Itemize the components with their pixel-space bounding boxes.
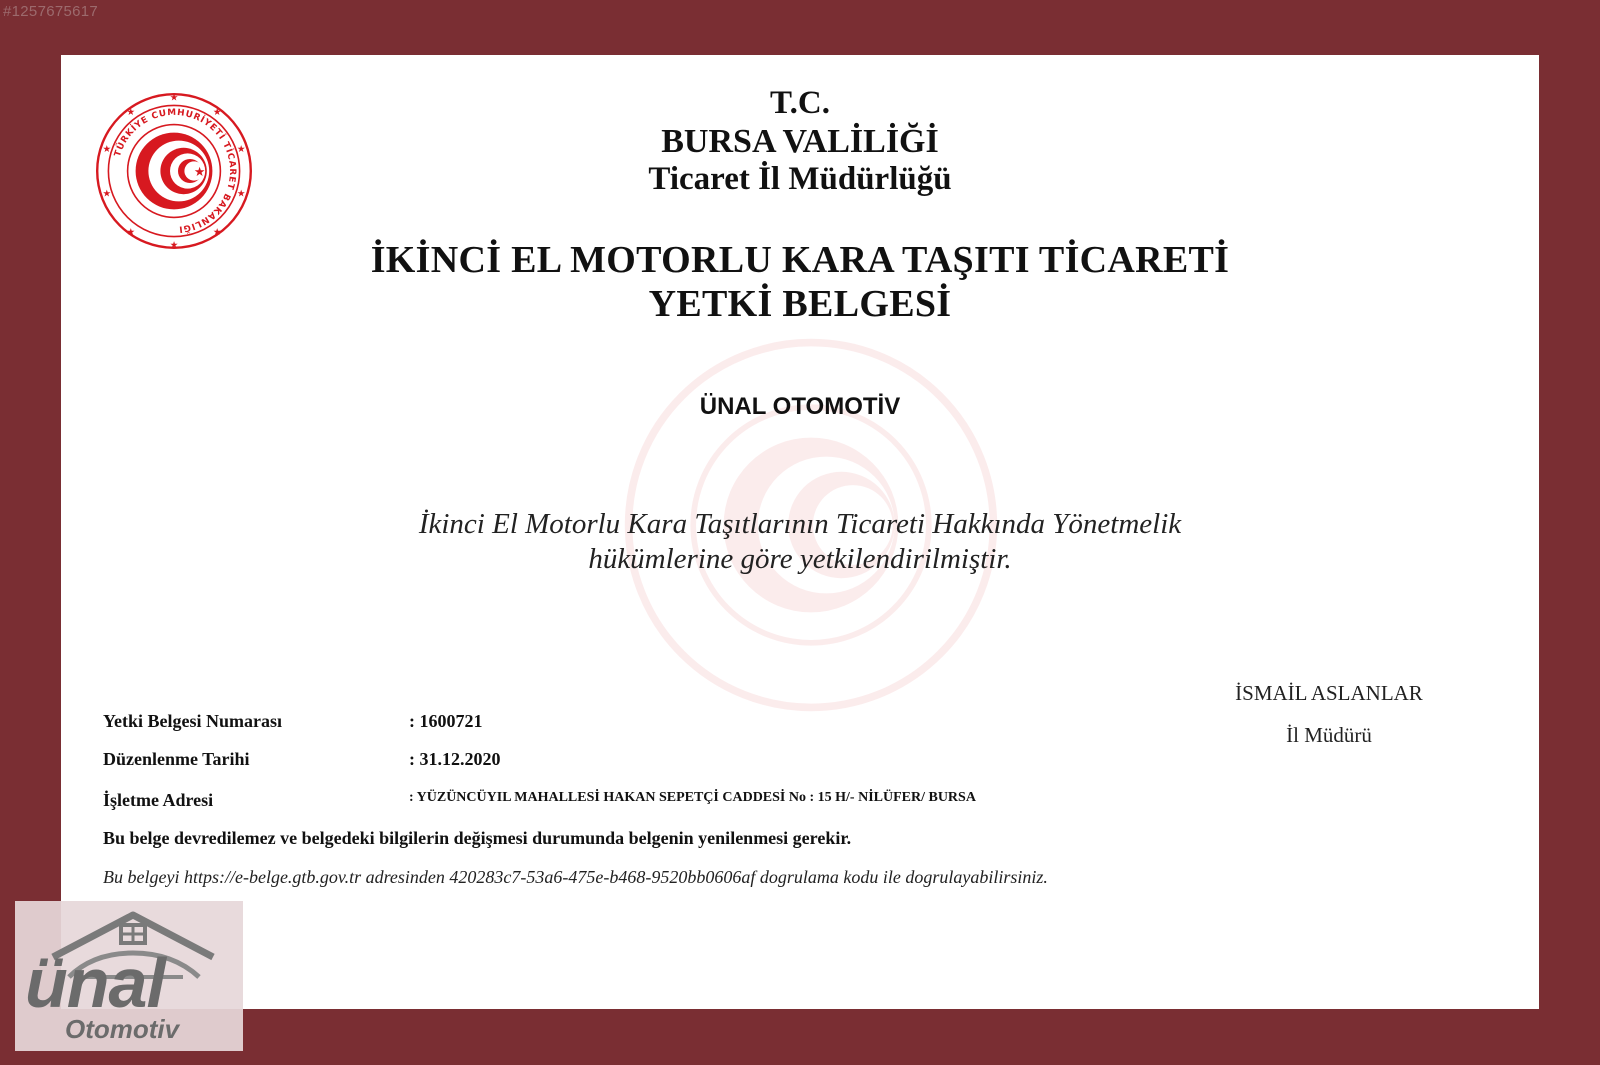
statement-line1: İkinci El Motorlu Kara Taşıtlarının Ticareti Hakkında Yönetmelik — [418, 508, 1182, 540]
business-address-label: İşletme Adresi — [103, 790, 214, 810]
header-directorate: Ticaret İl Müdürlüğü — [648, 161, 952, 197]
brand-name: ünal — [25, 944, 165, 1022]
svg-text:★: ★ — [236, 188, 246, 200]
business-address-value: : YÜZÜNCÜYIL MAHALLESİ HAKAN SEPETÇİ CADDESİ No : 15 H/- NİLÜFER/ BURSA — [409, 790, 976, 805]
svg-text:★: ★ — [212, 227, 222, 238]
issue-date-label: Düzenlenme Tarihi — [103, 749, 250, 769]
listing-id: #1257675617 — [3, 3, 99, 20]
document-title-line1: İKİNCİ EL MOTORLU KARA TAŞITI TİCARETİ — [370, 239, 1230, 281]
issue-date-value: : 31.12.2020 — [409, 749, 501, 769]
svg-text:TÜRKİYE CUMHURİYETİ TİCARET BA: TÜRKİYE CUMHURİYETİ TİCARET BAKANLIĞI — [112, 107, 238, 234]
license-number-value: : 1600721 — [409, 711, 483, 731]
header-tc: T.C. — [770, 85, 830, 121]
header-governorship: BURSA VALİLİĞİ — [661, 123, 939, 160]
svg-text:★: ★ — [212, 107, 222, 118]
license-number-label: Yetki Belgesi Numarası — [103, 711, 282, 731]
svg-text:★: ★ — [236, 143, 246, 155]
brand-subtitle: Otomotiv — [65, 1014, 180, 1044]
brand-logo — [15, 901, 243, 1051]
document-title-line2: YETKİ BELGESİ — [648, 283, 952, 325]
svg-text:★: ★ — [102, 143, 112, 155]
svg-text:★: ★ — [169, 92, 179, 104]
signatory-name: İSMAİL ASLANLAR — [1235, 681, 1423, 705]
signatory-title: İl Müdürü — [1286, 723, 1372, 747]
svg-text:★: ★ — [169, 239, 179, 251]
statement-line2: hükümlerine göre yetkilendirilmiştir. — [588, 543, 1012, 575]
svg-text:★: ★ — [193, 164, 206, 180]
svg-text:★: ★ — [126, 227, 136, 238]
transfer-note: Bu belge devredilemez ve belgedeki bilgilerin değişmesi durumunda belgenin yenilenmesi gerekir. — [103, 828, 852, 848]
verification-text: Bu belgeyi https://e-belge.gtb.gov.tr adresinden 420283c7-53a6-475e-b468-9520bb0606af dogrulama kodu ile dogrulayabilirsiniz. — [103, 867, 1048, 887]
company-name: ÜNAL OTOMOTİV — [699, 393, 901, 420]
svg-text:★: ★ — [102, 188, 112, 200]
svg-text:★: ★ — [126, 107, 136, 118]
certificate-document — [61, 55, 1539, 1009]
